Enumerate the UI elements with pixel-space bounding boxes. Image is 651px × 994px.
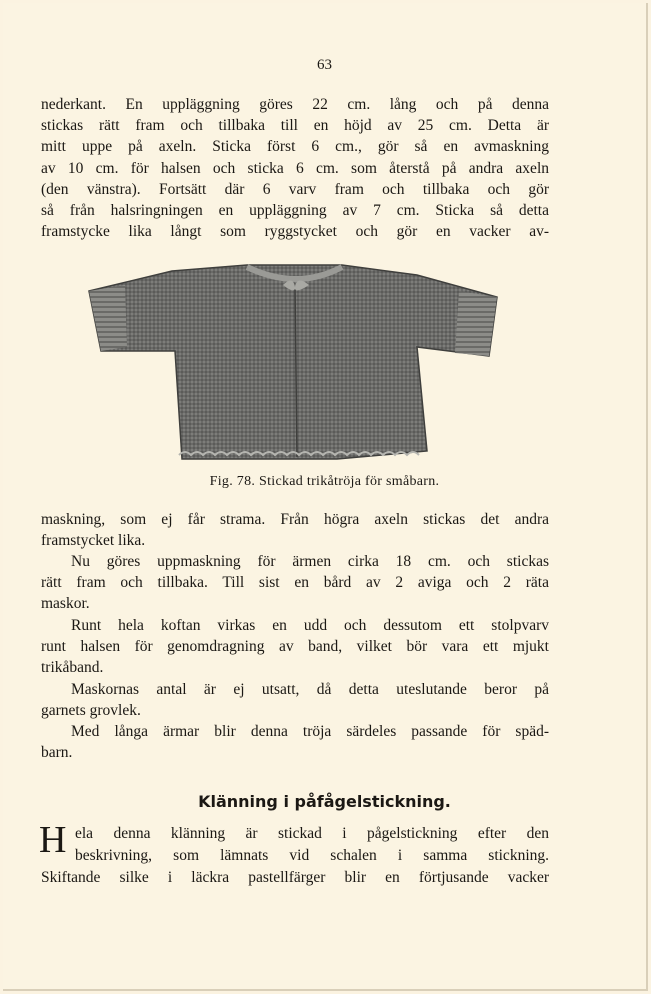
figure-knitted-sweater xyxy=(87,261,501,461)
text-line: nederkant. En uppläggning göres 22 cm. lång och på denna xyxy=(41,96,549,113)
text-line: framstycke lika långt som ryggstycket och gör en vacker av- xyxy=(41,223,549,241)
sweater-photo xyxy=(87,261,501,461)
text-line: trikåband. xyxy=(41,659,104,677)
text-line: maskor. xyxy=(41,595,90,613)
paragraph-peacock-dress xyxy=(39,819,549,889)
paragraph-long-sleeves xyxy=(41,721,549,763)
paragraph-stitch-count xyxy=(41,679,549,721)
paragraph-sleeves xyxy=(41,551,549,615)
page-number: 63 xyxy=(317,57,332,73)
text-line: maskning, som ej får strama. Från högra axeln stickas det andra xyxy=(41,511,549,528)
paragraph-continued xyxy=(41,509,549,551)
text-line: Runt hela koftan virkas en udd och dessutom ett stolpvarv xyxy=(71,617,549,634)
text-line: (den vänstra). Fortsätt där 6 varv fram och tillbaka och gör xyxy=(41,180,549,198)
text-line: Maskornas antal är ej utsatt, då detta uteslutande beror på xyxy=(71,681,549,698)
text-line: Nu göres uppmaskning för ärmen cirka 18 cm. och stickas xyxy=(71,553,549,570)
text-line: så från halsringningen en uppläggning av 7 cm. Sticka så detta xyxy=(41,202,549,220)
text-line: framstycket lika. xyxy=(41,532,146,550)
paragraph-edging xyxy=(41,615,549,679)
text-line: Med långa ärmar blir denna tröja särdeles passande för späd- xyxy=(71,723,549,740)
figure-caption: Fig. 78. Stickad trikåtröja för småbarn. xyxy=(209,474,440,489)
text-line: stickas rätt fram och tillbaka till en höjd av 25 cm. Detta är xyxy=(41,117,549,135)
text-line: Skiftande silke i läckra pastellfärger blir en förtjusande vacker xyxy=(41,869,549,886)
text-line: av 10 cm. för halsen och sticka 6 cm. som återstå på andra axeln xyxy=(41,159,549,177)
text-line: rätt fram och tillbaka. Till sist en bård av 2 aviga och 2 räta xyxy=(41,574,549,592)
text-line: mitt uppe på axeln. Sticka först 6 cm., gör så en avmaskning xyxy=(41,138,549,156)
text-line: ela denna klänning är stickad i pågelstickning efter den xyxy=(75,825,549,842)
text-line: barn. xyxy=(41,744,73,762)
section-heading: Klänning i påfågelstickning. xyxy=(198,792,451,811)
paragraph-instructions xyxy=(41,94,549,242)
book-page xyxy=(3,3,648,991)
text-line: garnets grovlek. xyxy=(41,702,141,720)
text-line: runt halsen för genomdragning av band, vilket bör vara ett mjukt xyxy=(41,638,549,656)
text-line: beskrivning, som lämnats vid schalen i samma stickning. xyxy=(75,847,549,864)
drop-cap: H xyxy=(39,819,67,861)
